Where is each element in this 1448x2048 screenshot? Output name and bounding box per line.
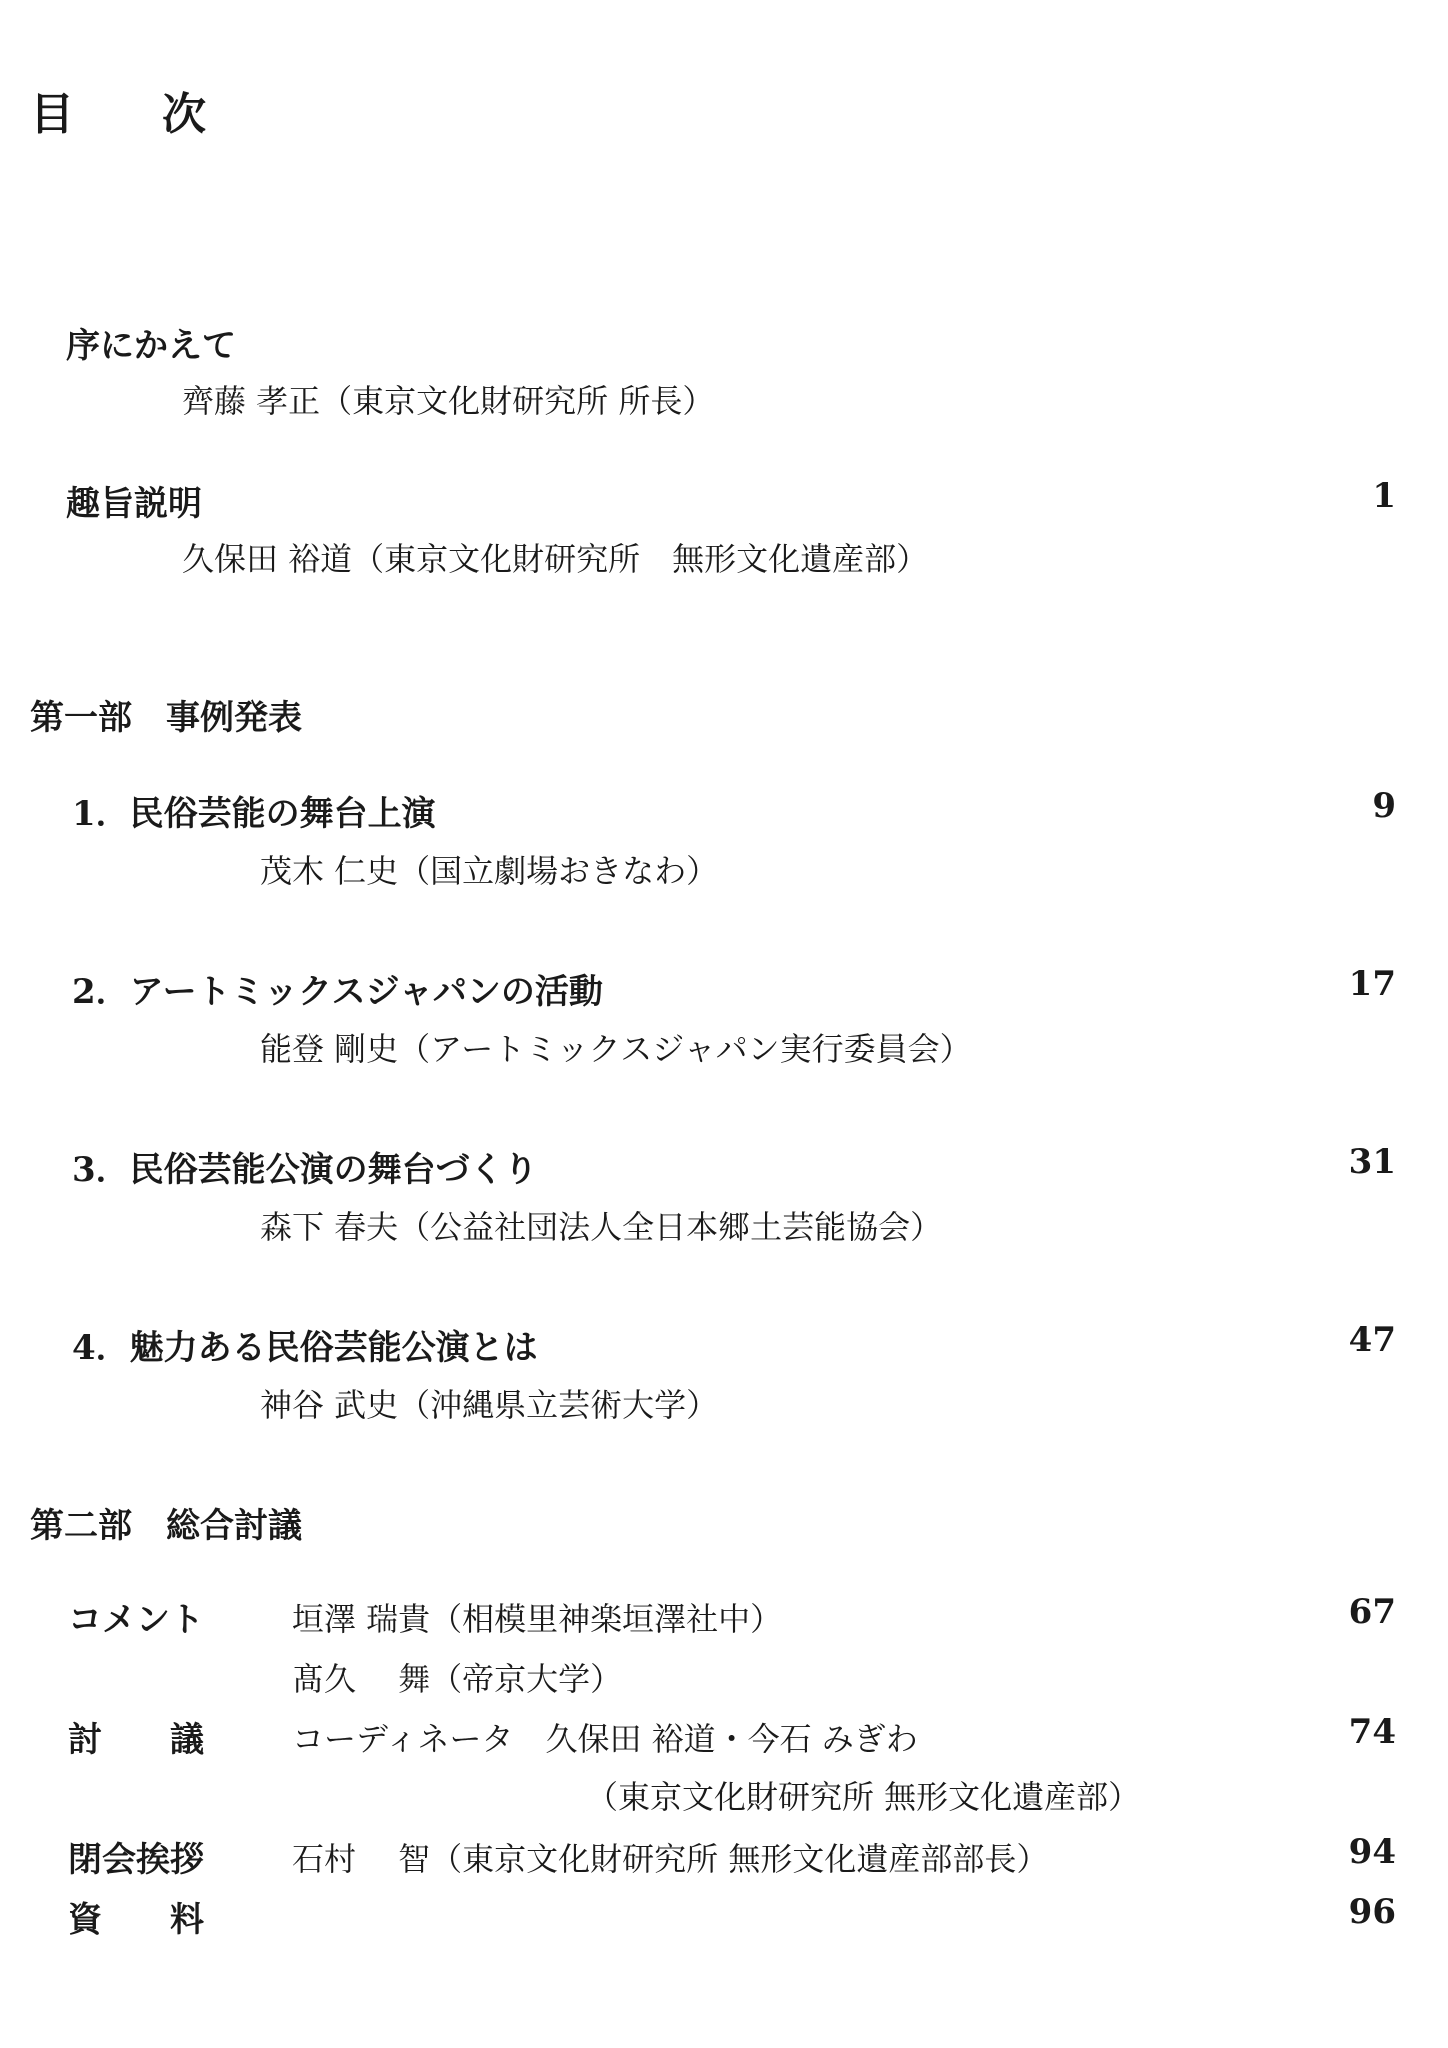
closing-page: 94: [1348, 1832, 1396, 1872]
part1-item-4-title: 4．魅力ある民俗芸能公演とは: [72, 1328, 538, 1368]
part1-item-4-page: 47: [1348, 1320, 1396, 1360]
part1-item-2-title: 2．アートミックスジャパンの活動: [72, 972, 603, 1012]
materials-page: 96: [1348, 1892, 1396, 1932]
part1-item-1-author: 茂木 仁史（国立劇場おきなわ）: [260, 852, 719, 890]
part1-item-3-author: 森下 春夫（公益社団法人全日本郷土芸能協会）: [260, 1208, 943, 1246]
comment-line-2: 髙久 舞（帝京大学）: [292, 1660, 623, 1698]
discussion-page: 74: [1348, 1712, 1396, 1752]
part2-heading: 第二部 総合討議: [30, 1506, 302, 1546]
materials-label: 資 料: [68, 1900, 204, 1940]
part1-item-2-page: 17: [1348, 964, 1396, 1004]
preface-author: 齊藤 孝正（東京文化財研究所 所長）: [182, 382, 715, 420]
part1-item-4-author: 神谷 武史（沖縄県立芸術大学）: [260, 1386, 719, 1424]
part1-item-1-page: 9: [1372, 786, 1396, 826]
discussion-line-2: （東京文化財研究所 無形文化遺産部）: [586, 1778, 1141, 1816]
purpose-page: 1: [1372, 476, 1396, 516]
part1-item-1-title: 1．民俗芸能の舞台上演: [72, 794, 436, 834]
part1-heading: 第一部 事例発表: [30, 698, 302, 738]
preface-heading: 序にかえて: [66, 326, 236, 366]
closing-line-1: 石村 智（東京文化財研究所 無形文化遺産部部長）: [292, 1840, 1049, 1878]
discussion-label: 討 議: [68, 1720, 204, 1760]
comment-page: 67: [1348, 1592, 1396, 1632]
part1-item-3-title: 3．民俗芸能公演の舞台づくり: [72, 1150, 538, 1190]
page-title: 目 次: [30, 89, 228, 140]
comment-line-1: 垣澤 瑞貴（相模里神楽垣澤社中）: [292, 1600, 783, 1638]
discussion-line-1: コーディネータ 久保田 裕道・今石 みぎわ: [292, 1720, 918, 1758]
purpose-author: 久保田 裕道（東京文化財研究所 無形文化遺産部）: [182, 540, 929, 578]
part1-item-3-page: 31: [1348, 1142, 1396, 1182]
part1-item-2-author: 能登 剛史（アートミックスジャパン実行委員会）: [260, 1030, 972, 1068]
purpose-heading: 趣旨説明: [66, 484, 202, 524]
comment-label: コメント: [68, 1600, 204, 1640]
closing-label: 閉会挨拶: [68, 1840, 204, 1880]
